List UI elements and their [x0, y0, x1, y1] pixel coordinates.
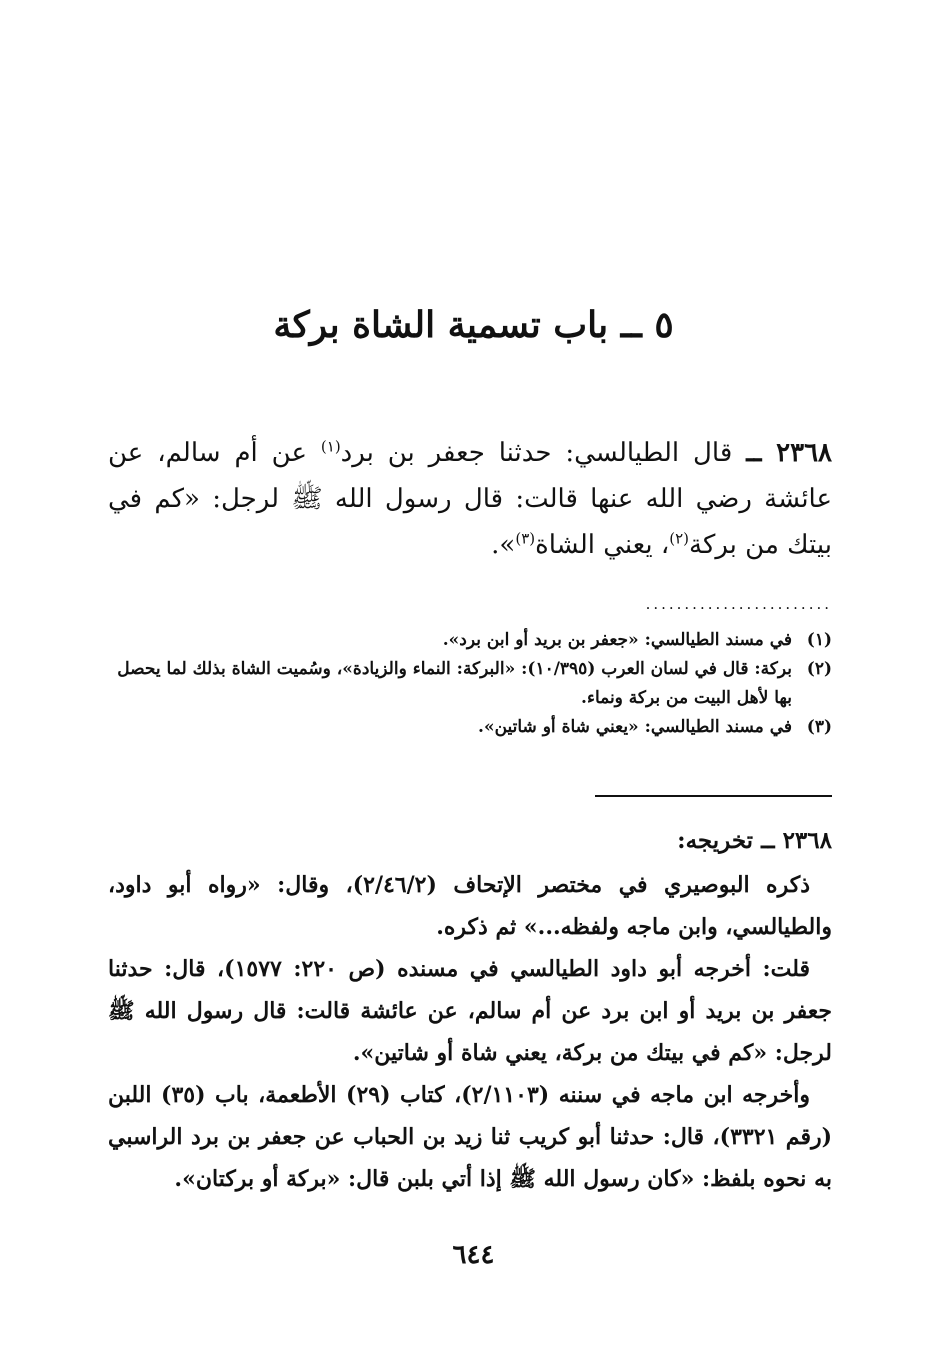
takhrij-paragraph: وأخرجه ابن ماجه في سننه (٢/١١٠٣)، كتاب (٢٩) الأطعمة، باب (٣٥) اللبن (رقم ٣٣٢١)، قال: حدثنا أبو كريب ثنا زيد بن الحباب عن جعفر بن برد الراسبي به نحوه بلفظ: «كان رسول الله ﷺ إذا أتي بلبن قال: «بركة أو بركتان».: [108, 1082, 832, 1192]
hadith-segment: ، يعني الشاة: [535, 530, 670, 560]
takhrij-section: [108, 820, 832, 1200]
takhrij-paragraph: قلت: أخرجه أبو داود الطيالسي في مسنده (ص ٢٢٠: ١٥٧٧)، قال: حدثنا جعفر بن بريد أو ابن برد عن أم سالم، عن عائشة قالت: قال رسول الله ﷺ لرجل: «كم في بيتك من بركة، يعني شاة أو شاتين».: [108, 956, 832, 1066]
hadith-text: [108, 430, 832, 568]
footnote-text: في مسند الطيالسي: «يعني شاة أو شاتين».: [478, 717, 792, 737]
footnote-ref: (١): [320, 437, 341, 456]
footnote-number: (١): [806, 630, 832, 650]
takhrij-heading: ٢٣٦٨ ــ تخريجه:: [677, 827, 832, 854]
hadith-number: ٢٣٦٨ ــ: [746, 438, 832, 468]
footnote-ref: (٢): [669, 529, 689, 548]
footnote-ref: (٣): [515, 529, 536, 548]
footnote: [108, 626, 832, 655]
page-number: ٦٤٤: [452, 1240, 495, 1270]
footnote: [108, 713, 832, 742]
footnote-text: بركة: قال في لسان العرب (١٠/٣٩٥): «البركة: النماء والزيادة»، وسُميت الشاة بذلك لما يحصل بها لأهل البيت من بركة ونماء.: [117, 659, 792, 708]
section-divider: [595, 795, 832, 797]
takhrij-paragraph: ذكره البوصيري في مختصر الإتحاف (٢/٤٦/٢)، وقال: «رواه أبو داود، والطيالسي، وابن ماجه ولفظه...» ثم ذكره.: [108, 872, 832, 940]
footnote: [108, 655, 832, 713]
hadith-segment: ».: [491, 530, 516, 560]
footnote-separator: ........................: [645, 596, 832, 612]
hadith-segment: عن أم سالم، عن عائشة رضي الله عنها قالت: قال رسول الله ﷺ لرجل: «كم في بيتك من بركة: [108, 438, 832, 560]
hadith-segment: قال الطيالسي: حدثنا جعفر بن برد: [340, 438, 733, 468]
footnote-number: (٢): [806, 659, 832, 679]
footnote-text: في مسند الطيالسي: «جعفر بن بريد أو ابن برد».: [442, 630, 792, 650]
chapter-title: ٥ ــ باب تسمية الشاة بركة: [273, 304, 674, 346]
footnote-number: (٣): [806, 717, 832, 737]
footnotes: [108, 626, 832, 742]
